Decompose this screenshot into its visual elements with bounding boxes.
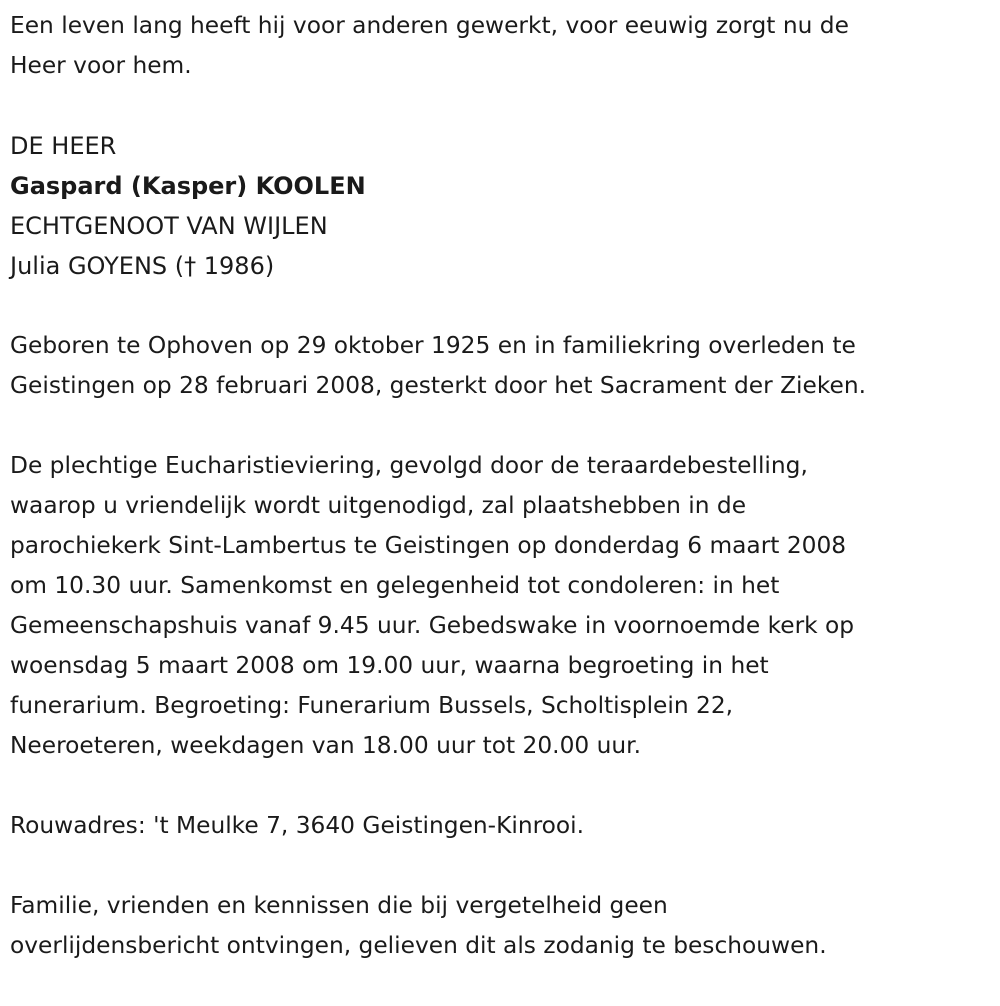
ceremony-line: parochiekerk Sint-Lambertus te Geistingen op donderdag 6 maart 2008 [10, 532, 847, 559]
birth-death-section [10, 326, 995, 406]
birth-death-line-1: Geboren te Ophoven op 29 oktober 1925 en in familiekring overleden te [10, 332, 856, 359]
ceremony-line: Neeroeteren, weekdagen van 18.00 uur tot 20.00 uur. [10, 732, 642, 759]
intro-section [10, 6, 995, 86]
obituary-document [10, 6, 995, 966]
ceremony-line: waarop u vriendelijk wordt uitgenodigd, zal plaatshebben in de [10, 492, 747, 519]
deceased-section [10, 126, 995, 286]
closing-section [10, 886, 995, 966]
spacer [10, 766, 995, 806]
ceremony-line: funerarium. Begroeting: Funerarium Bussels, Scholtisplein 22, [10, 692, 734, 719]
ceremony-section [10, 446, 995, 766]
ceremony-line: Gemeenschapshuis vanaf 9.45 uur. Gebedswake in voornoemde kerk op [10, 612, 855, 639]
intro-line-2: Heer voor hem. [10, 52, 192, 79]
spouse-name: Julia GOYENS († 1986) [10, 252, 275, 280]
closing-line-1: Familie, vrienden en kennissen die bij vergetelheid geen [10, 892, 668, 919]
title-label: DE HEER [10, 132, 117, 160]
mourning-address: Rouwadres: 't Meulke 7, 3640 Geistingen-Kinrooi. [10, 812, 585, 839]
spacer [10, 286, 995, 326]
spacer [10, 406, 995, 446]
ceremony-line: om 10.30 uur. Samenkomst en gelegenheid tot condoleren: in het [10, 572, 780, 599]
ceremony-line: woensdag 5 maart 2008 om 19.00 uur, waarna begroeting in het [10, 652, 769, 679]
birth-death-line-2: Geistingen op 28 februari 2008, gesterkt door het Sacrament der Zieken. [10, 372, 867, 399]
intro-line-1: Een leven lang heeft hij voor anderen gewerkt, voor eeuwig zorgt nu de [10, 12, 849, 39]
relation-label: ECHTGENOOT VAN WIJLEN [10, 212, 328, 240]
closing-line-2: overlijdensbericht ontvingen, gelieven dit als zodanig te beschouwen. [10, 932, 827, 959]
ceremony-line: De plechtige Eucharistieviering, gevolgd door de teraardebestelling, [10, 452, 808, 479]
spacer [10, 846, 995, 886]
deceased-name: Gaspard (Kasper) KOOLEN [10, 172, 366, 200]
spacer [10, 86, 995, 126]
address-section [10, 806, 995, 846]
